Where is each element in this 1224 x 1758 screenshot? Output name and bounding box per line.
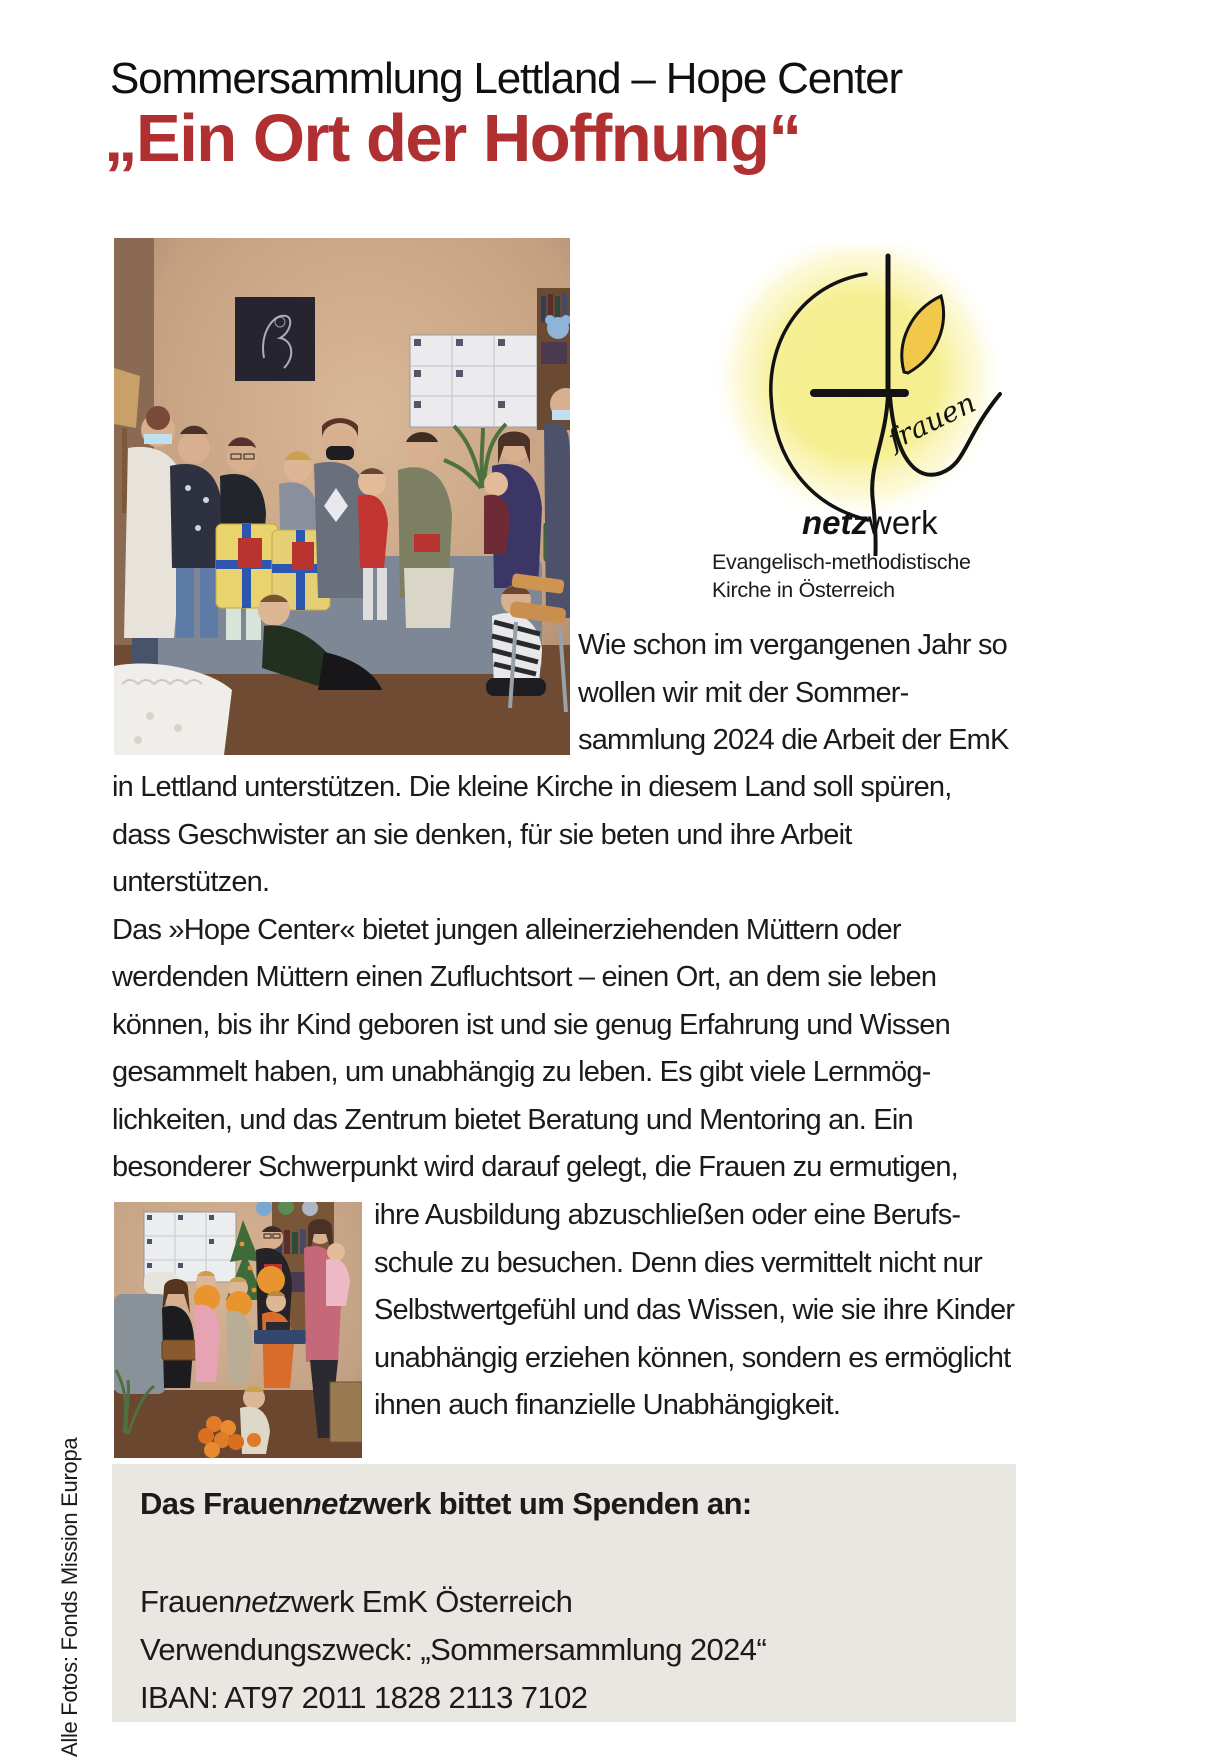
text-line: werdenden Müttern einen Zufluchtsort – einen Ort, an dem sie leben [112, 961, 937, 993]
donation-info-box [112, 1464, 1016, 1722]
body-paragraph-beside-photo2 [374, 1192, 1154, 1430]
body-paragraph-beside-photo1 [578, 622, 1138, 765]
text-run: werk EmK Österreich [290, 1584, 573, 1619]
text-line: können, bis ihr Kind geboren ist und sie genug Erfahrung und Wissen [112, 1008, 950, 1041]
text-line: Selbstwertgefühl und das Wissen, wie sie ihre Kinder [374, 1294, 1015, 1326]
donation-heading [140, 1486, 1016, 1522]
donation-account-name [140, 1578, 1016, 1626]
donation-iban: IBAN: AT97 2011 1828 2113 7102 [140, 1680, 588, 1715]
photo2-cardboard-box [330, 1382, 362, 1442]
text-line: Evangelisch-methodistische [712, 550, 971, 574]
photo2-balloon-3 [257, 1266, 285, 1294]
text-line: besonderer Schwerpunkt wird darauf gelegt, die Frauen zu ermutigen, [112, 1151, 958, 1183]
frauennetzwerk-logo [698, 244, 1008, 556]
photo-credit-vertical: Alle Fotos: Fonds Mission Europa [57, 1437, 82, 1757]
donation-details [140, 1578, 1016, 1722]
page-main-title: „Ein Ort der Hoffnung“ [104, 101, 801, 176]
page-kicker-title: Sommersammlung Lettland – Hope Center [110, 54, 903, 103]
text-line: unabhängig erziehen können, sondern es ermöglicht [374, 1341, 1011, 1374]
text-run: werk bittet um Spenden an: [362, 1486, 752, 1521]
text-line: sammlung 2024 die Arbeit der EmK [578, 724, 1009, 756]
text-line: ihnen auch finanzielle Unabhängigkeit. [374, 1389, 841, 1421]
text-line: in Lettland unterstützen. Die kleine Kirche in diesem Land soll spüren, [112, 771, 952, 803]
text-line: Kirche in Österreich [712, 577, 895, 602]
photo2-blue-gift [254, 1330, 306, 1344]
text-run: netz [302, 1486, 363, 1521]
text-line: dass Geschwister an sie denken, für sie beten und ihre Arbeit [112, 818, 852, 851]
text-line: schule zu besuchen. Denn dies vermittelt nicht nur [374, 1246, 983, 1279]
text-line: Das »Hope Center« bietet jungen alleinerziehenden Müttern oder [112, 913, 901, 946]
donation-purpose: Verwendungszweck: „Sommersammlung 2024“ [140, 1632, 767, 1667]
text-line: unterstützen. [112, 866, 270, 898]
text-line: lichkeiten, und das Zentrum bietet Beratung und Mentoring an. Ein [112, 1103, 913, 1136]
photo1-toddler-red [358, 495, 388, 568]
text-line: ihre Ausbildung abzuschließen oder eine Berufs- [374, 1199, 961, 1231]
photo-hope-center-group-living-room [114, 238, 570, 755]
body-paragraph-full-width [112, 764, 1152, 1192]
text-line: wollen wir mit der Sommer- [578, 676, 909, 709]
logo-frauen-text: frauen [882, 385, 981, 457]
logo-subtitle [712, 549, 1012, 604]
logo-yellow-glow [710, 244, 1006, 524]
photo-hope-center-group-christmas [114, 1202, 362, 1458]
logo-netzwerk-text: netzwerk [802, 504, 938, 541]
text-run: Das Frauen [140, 1486, 303, 1521]
photo2-whiteboard [144, 1212, 236, 1282]
photo1-picture-frame [235, 297, 315, 381]
text-run: netz [234, 1584, 291, 1619]
text-run: Frauen [140, 1584, 235, 1619]
text-line: gesammelt haben, um unabhängig zu leben. Es gibt viele Lernmög- [112, 1056, 931, 1088]
text-line: Wie schon im vergangenen Jahr so [578, 629, 1007, 661]
